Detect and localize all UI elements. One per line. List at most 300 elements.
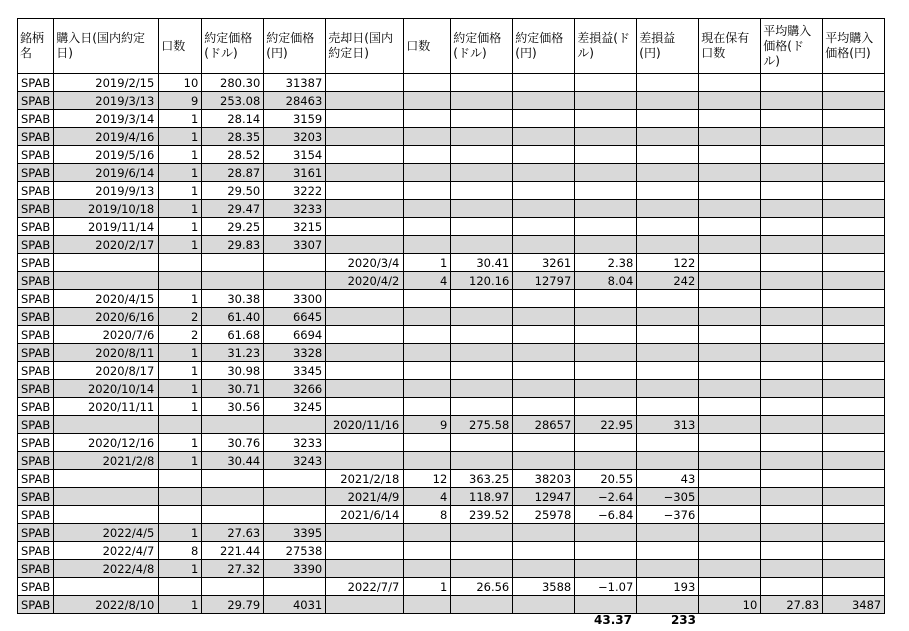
cell-sell-price-usd bbox=[451, 128, 513, 146]
cell-buy-units: 1 bbox=[159, 596, 202, 614]
cell-pl-usd bbox=[575, 362, 637, 380]
cell-buy-price-jpy: 28463 bbox=[264, 92, 326, 110]
cell-sell-price-jpy bbox=[513, 164, 575, 182]
cell-buy-price-usd: 61.40 bbox=[202, 308, 264, 326]
cell-sell-price-usd bbox=[451, 362, 513, 380]
cell-pl-jpy bbox=[637, 92, 699, 110]
cell-pl-jpy bbox=[637, 362, 699, 380]
cell-buy-date: 2019/4/16 bbox=[54, 128, 159, 146]
cell-buy-price-jpy: 3203 bbox=[264, 128, 326, 146]
cell-pl-usd bbox=[575, 128, 637, 146]
cell-sell-units bbox=[404, 200, 451, 218]
table-row bbox=[18, 380, 885, 398]
cell-buy-date: 2020/6/16 bbox=[54, 308, 159, 326]
cell-buy-price-jpy: 3395 bbox=[264, 524, 326, 542]
cell-sell-date bbox=[326, 542, 404, 560]
cell-buy-price-usd: 221.44 bbox=[202, 542, 264, 560]
cell-ticker: SPAB bbox=[18, 290, 54, 308]
cell-ticker: SPAB bbox=[18, 128, 54, 146]
cell-buy-units bbox=[159, 506, 202, 524]
cell-buy-date: 2019/5/16 bbox=[54, 146, 159, 164]
cell-sell-units bbox=[404, 344, 451, 362]
cell-ticker: SPAB bbox=[18, 434, 54, 452]
header-avg-price-usd: 平均購入価格(ドル) bbox=[761, 19, 823, 74]
cell-sell-units bbox=[404, 146, 451, 164]
cell-sell-units: 1 bbox=[404, 254, 451, 272]
table-row bbox=[18, 164, 885, 182]
table-row bbox=[18, 470, 885, 488]
table-row bbox=[18, 416, 885, 434]
cell-sell-units: 8 bbox=[404, 506, 451, 524]
cell-held-units bbox=[699, 488, 761, 506]
cell-sell-price-jpy bbox=[513, 74, 575, 92]
cell-buy-date: 2019/3/14 bbox=[54, 110, 159, 128]
cell-pl-usd bbox=[575, 236, 637, 254]
cell-sell-price-usd bbox=[451, 182, 513, 200]
cell-sell-price-usd bbox=[451, 596, 513, 614]
cell-sell-units: 4 bbox=[404, 272, 451, 290]
cell-sell-date: 2021/6/14 bbox=[326, 506, 404, 524]
cell-buy-price-usd: 30.71 bbox=[202, 380, 264, 398]
header-sell-date: 売却日(国内約定日) bbox=[326, 19, 404, 74]
cell-pl-usd: −6.84 bbox=[575, 506, 637, 524]
table-row bbox=[18, 506, 885, 524]
cell-ticker: SPAB bbox=[18, 254, 54, 272]
cell-avg-price-usd bbox=[761, 380, 823, 398]
cell-buy-price-usd: 30.44 bbox=[202, 452, 264, 470]
cell-pl-jpy bbox=[637, 308, 699, 326]
cell-ticker: SPAB bbox=[18, 164, 54, 182]
cell-held-units bbox=[699, 74, 761, 92]
cell-avg-price-jpy bbox=[823, 272, 885, 290]
cell-sell-units: 1 bbox=[404, 578, 451, 596]
cell-buy-price-usd bbox=[202, 506, 264, 524]
cell-held-units bbox=[699, 506, 761, 524]
cell-sell-date: 2021/2/18 bbox=[326, 470, 404, 488]
cell-sell-price-usd bbox=[451, 110, 513, 128]
cell-sell-date bbox=[326, 74, 404, 92]
cell-pl-jpy bbox=[637, 236, 699, 254]
cell-avg-price-jpy bbox=[823, 506, 885, 524]
cell-buy-price-jpy: 31387 bbox=[264, 74, 326, 92]
table-row bbox=[18, 272, 885, 290]
cell-ticker: SPAB bbox=[18, 326, 54, 344]
cell-sell-date bbox=[326, 236, 404, 254]
cell-buy-price-usd: 30.98 bbox=[202, 362, 264, 380]
cell-buy-price-jpy: 3243 bbox=[264, 452, 326, 470]
cell-sell-units bbox=[404, 92, 451, 110]
cell-sell-price-usd bbox=[451, 308, 513, 326]
cell-buy-date bbox=[54, 488, 159, 506]
cell-buy-price-jpy bbox=[264, 416, 326, 434]
header-pl-usd: 差損益(ドル) bbox=[575, 19, 637, 74]
cell-buy-units: 1 bbox=[159, 236, 202, 254]
cell-pl-jpy bbox=[637, 182, 699, 200]
cell-pl-usd bbox=[575, 290, 637, 308]
cell-buy-date: 2020/8/11 bbox=[54, 344, 159, 362]
cell-pl-jpy bbox=[637, 110, 699, 128]
cell-sell-price-jpy bbox=[513, 596, 575, 614]
cell-sell-date: 2020/4/2 bbox=[326, 272, 404, 290]
cell-pl-usd: 8.04 bbox=[575, 272, 637, 290]
cell-buy-units: 1 bbox=[159, 434, 202, 452]
cell-buy-price-jpy: 3222 bbox=[264, 182, 326, 200]
cell-ticker: SPAB bbox=[18, 488, 54, 506]
cell-sell-date bbox=[326, 128, 404, 146]
cell-sell-units bbox=[404, 524, 451, 542]
cell-buy-units: 1 bbox=[159, 200, 202, 218]
cell-avg-price-usd bbox=[761, 560, 823, 578]
cell-sell-price-jpy bbox=[513, 344, 575, 362]
cell-avg-price-usd bbox=[761, 218, 823, 236]
cell-pl-usd bbox=[575, 560, 637, 578]
table-row bbox=[18, 200, 885, 218]
table-row bbox=[18, 254, 885, 272]
cell-pl-jpy: −305 bbox=[637, 488, 699, 506]
cell-held-units bbox=[699, 524, 761, 542]
cell-pl-usd bbox=[575, 452, 637, 470]
cell-held-units bbox=[699, 272, 761, 290]
cell-buy-date: 2020/4/15 bbox=[54, 290, 159, 308]
cell-sell-units: 4 bbox=[404, 488, 451, 506]
cell-held-units bbox=[699, 416, 761, 434]
cell-buy-date: 2022/8/10 bbox=[54, 596, 159, 614]
cell-sell-price-usd: 239.52 bbox=[451, 506, 513, 524]
cell-sell-price-usd: 118.97 bbox=[451, 488, 513, 506]
cell-buy-price-jpy bbox=[264, 254, 326, 272]
cell-pl-usd: 22.95 bbox=[575, 416, 637, 434]
cell-held-units bbox=[699, 380, 761, 398]
cell-buy-date bbox=[54, 416, 159, 434]
cell-pl-jpy bbox=[637, 200, 699, 218]
trade-history-table bbox=[17, 18, 885, 614]
cell-avg-price-jpy bbox=[823, 236, 885, 254]
cell-ticker: SPAB bbox=[18, 146, 54, 164]
cell-buy-date bbox=[54, 254, 159, 272]
cell-sell-date bbox=[326, 164, 404, 182]
cell-buy-price-usd bbox=[202, 488, 264, 506]
table-row bbox=[18, 344, 885, 362]
cell-avg-price-usd bbox=[761, 542, 823, 560]
cell-sell-price-jpy: 12797 bbox=[513, 272, 575, 290]
cell-sell-date bbox=[326, 326, 404, 344]
cell-avg-price-usd: 27.83 bbox=[761, 596, 823, 614]
cell-pl-usd: 2.38 bbox=[575, 254, 637, 272]
cell-avg-price-jpy bbox=[823, 254, 885, 272]
cell-avg-price-jpy bbox=[823, 128, 885, 146]
table-row bbox=[18, 596, 885, 614]
cell-ticker: SPAB bbox=[18, 344, 54, 362]
cell-sell-price-jpy: 28657 bbox=[513, 416, 575, 434]
cell-avg-price-jpy bbox=[823, 74, 885, 92]
cell-buy-units bbox=[159, 272, 202, 290]
cell-buy-units: 1 bbox=[159, 110, 202, 128]
cell-buy-price-jpy bbox=[264, 272, 326, 290]
cell-sell-date bbox=[326, 524, 404, 542]
cell-avg-price-jpy bbox=[823, 344, 885, 362]
cell-buy-units: 2 bbox=[159, 326, 202, 344]
total-pl-jpy: 233 bbox=[670, 613, 696, 627]
cell-ticker: SPAB bbox=[18, 398, 54, 416]
cell-sell-price-usd bbox=[451, 146, 513, 164]
cell-buy-price-jpy bbox=[264, 578, 326, 596]
cell-pl-usd bbox=[575, 524, 637, 542]
cell-pl-jpy: 242 bbox=[637, 272, 699, 290]
cell-buy-price-jpy: 3161 bbox=[264, 164, 326, 182]
cell-pl-usd bbox=[575, 308, 637, 326]
cell-buy-price-usd: 30.38 bbox=[202, 290, 264, 308]
cell-buy-units bbox=[159, 470, 202, 488]
cell-avg-price-usd bbox=[761, 128, 823, 146]
cell-buy-units: 1 bbox=[159, 398, 202, 416]
cell-sell-price-jpy: 25978 bbox=[513, 506, 575, 524]
cell-held-units bbox=[699, 254, 761, 272]
cell-sell-date bbox=[326, 362, 404, 380]
cell-avg-price-usd bbox=[761, 344, 823, 362]
cell-buy-date bbox=[54, 578, 159, 596]
cell-pl-usd bbox=[575, 434, 637, 452]
cell-sell-date bbox=[326, 290, 404, 308]
table-row bbox=[18, 542, 885, 560]
cell-held-units bbox=[699, 164, 761, 182]
cell-pl-jpy bbox=[637, 326, 699, 344]
cell-buy-date bbox=[54, 506, 159, 524]
cell-avg-price-usd bbox=[761, 434, 823, 452]
cell-buy-units: 1 bbox=[159, 560, 202, 578]
cell-ticker: SPAB bbox=[18, 380, 54, 398]
cell-buy-date: 2019/11/14 bbox=[54, 218, 159, 236]
header-buy-units: 口数 bbox=[159, 19, 202, 74]
table-row bbox=[18, 578, 885, 596]
cell-avg-price-jpy bbox=[823, 92, 885, 110]
cell-sell-price-jpy bbox=[513, 542, 575, 560]
cell-buy-price-jpy: 3307 bbox=[264, 236, 326, 254]
cell-buy-units: 1 bbox=[159, 128, 202, 146]
cell-sell-price-usd bbox=[451, 74, 513, 92]
cell-buy-units bbox=[159, 416, 202, 434]
cell-sell-price-jpy bbox=[513, 290, 575, 308]
cell-sell-units bbox=[404, 326, 451, 344]
table-row bbox=[18, 308, 885, 326]
cell-held-units bbox=[699, 578, 761, 596]
header-held-units: 現在保有口数 bbox=[699, 19, 761, 74]
cell-sell-date bbox=[326, 182, 404, 200]
cell-ticker: SPAB bbox=[18, 506, 54, 524]
cell-avg-price-jpy bbox=[823, 200, 885, 218]
cell-buy-price-usd: 280.30 bbox=[202, 74, 264, 92]
cell-buy-date: 2022/4/7 bbox=[54, 542, 159, 560]
table-row bbox=[18, 398, 885, 416]
cell-sell-price-usd: 120.16 bbox=[451, 272, 513, 290]
cell-ticker: SPAB bbox=[18, 560, 54, 578]
cell-sell-price-jpy: 38203 bbox=[513, 470, 575, 488]
cell-buy-date: 2020/2/17 bbox=[54, 236, 159, 254]
cell-avg-price-jpy bbox=[823, 398, 885, 416]
cell-avg-price-usd bbox=[761, 200, 823, 218]
cell-sell-units bbox=[404, 236, 451, 254]
cell-pl-usd bbox=[575, 218, 637, 236]
table-row bbox=[18, 110, 885, 128]
cell-pl-jpy bbox=[637, 290, 699, 308]
cell-pl-jpy bbox=[637, 524, 699, 542]
cell-ticker: SPAB bbox=[18, 272, 54, 290]
cell-ticker: SPAB bbox=[18, 470, 54, 488]
cell-sell-price-jpy bbox=[513, 182, 575, 200]
cell-sell-price-usd: 30.41 bbox=[451, 254, 513, 272]
cell-ticker: SPAB bbox=[18, 416, 54, 434]
cell-sell-units bbox=[404, 290, 451, 308]
cell-sell-price-usd bbox=[451, 344, 513, 362]
cell-sell-date bbox=[326, 344, 404, 362]
cell-buy-price-jpy: 6694 bbox=[264, 326, 326, 344]
cell-avg-price-jpy bbox=[823, 560, 885, 578]
cell-avg-price-jpy bbox=[823, 578, 885, 596]
header-row bbox=[18, 19, 885, 74]
cell-held-units bbox=[699, 434, 761, 452]
table-row bbox=[18, 434, 885, 452]
cell-pl-jpy bbox=[637, 146, 699, 164]
cell-buy-price-usd bbox=[202, 254, 264, 272]
cell-sell-price-usd bbox=[451, 542, 513, 560]
cell-ticker: SPAB bbox=[18, 308, 54, 326]
cell-sell-date bbox=[326, 92, 404, 110]
cell-pl-jpy bbox=[637, 218, 699, 236]
cell-avg-price-jpy: 3487 bbox=[823, 596, 885, 614]
cell-avg-price-jpy bbox=[823, 488, 885, 506]
cell-buy-price-usd: 31.23 bbox=[202, 344, 264, 362]
cell-avg-price-usd bbox=[761, 470, 823, 488]
cell-avg-price-jpy bbox=[823, 416, 885, 434]
table-row bbox=[18, 362, 885, 380]
cell-sell-price-jpy bbox=[513, 452, 575, 470]
cell-held-units bbox=[699, 308, 761, 326]
cell-held-units bbox=[699, 92, 761, 110]
cell-ticker: SPAB bbox=[18, 542, 54, 560]
cell-ticker: SPAB bbox=[18, 218, 54, 236]
cell-buy-price-jpy: 6645 bbox=[264, 308, 326, 326]
cell-sell-price-jpy bbox=[513, 362, 575, 380]
cell-ticker: SPAB bbox=[18, 524, 54, 542]
cell-avg-price-usd bbox=[761, 398, 823, 416]
cell-pl-jpy bbox=[637, 128, 699, 146]
cell-sell-price-usd: 275.58 bbox=[451, 416, 513, 434]
cell-sell-date bbox=[326, 380, 404, 398]
cell-avg-price-usd bbox=[761, 452, 823, 470]
cell-buy-date: 2020/10/14 bbox=[54, 380, 159, 398]
table-row bbox=[18, 488, 885, 506]
cell-sell-price-jpy bbox=[513, 524, 575, 542]
cell-sell-date bbox=[326, 146, 404, 164]
cell-buy-date: 2019/10/18 bbox=[54, 200, 159, 218]
cell-buy-date: 2019/9/13 bbox=[54, 182, 159, 200]
cell-held-units bbox=[699, 470, 761, 488]
cell-buy-price-usd bbox=[202, 416, 264, 434]
cell-buy-price-jpy: 3345 bbox=[264, 362, 326, 380]
cell-ticker: SPAB bbox=[18, 74, 54, 92]
cell-sell-date: 2022/7/7 bbox=[326, 578, 404, 596]
cell-avg-price-jpy bbox=[823, 290, 885, 308]
cell-avg-price-jpy bbox=[823, 362, 885, 380]
cell-avg-price-usd bbox=[761, 146, 823, 164]
cell-sell-date: 2020/3/4 bbox=[326, 254, 404, 272]
cell-sell-price-jpy bbox=[513, 146, 575, 164]
cell-sell-units bbox=[404, 434, 451, 452]
cell-held-units: 10 bbox=[699, 596, 761, 614]
cell-sell-date: 2021/4/9 bbox=[326, 488, 404, 506]
cell-sell-price-jpy bbox=[513, 434, 575, 452]
cell-buy-units: 9 bbox=[159, 92, 202, 110]
table-row bbox=[18, 128, 885, 146]
header-buy-date: 購入日(国内約定日) bbox=[54, 19, 159, 74]
cell-buy-price-jpy bbox=[264, 506, 326, 524]
cell-held-units bbox=[699, 326, 761, 344]
cell-buy-price-usd: 61.68 bbox=[202, 326, 264, 344]
cell-pl-usd bbox=[575, 164, 637, 182]
table-row bbox=[18, 326, 885, 344]
cell-buy-units: 1 bbox=[159, 344, 202, 362]
cell-avg-price-jpy bbox=[823, 110, 885, 128]
cell-ticker: SPAB bbox=[18, 182, 54, 200]
cell-avg-price-usd bbox=[761, 164, 823, 182]
cell-held-units bbox=[699, 362, 761, 380]
cell-buy-price-usd: 30.56 bbox=[202, 398, 264, 416]
header-pl-jpy: 差損益(円) bbox=[637, 19, 699, 74]
cell-avg-price-usd bbox=[761, 92, 823, 110]
cell-sell-date bbox=[326, 452, 404, 470]
cell-sell-price-usd bbox=[451, 164, 513, 182]
cell-pl-usd: −2.64 bbox=[575, 488, 637, 506]
cell-sell-price-usd bbox=[451, 200, 513, 218]
cell-avg-price-usd bbox=[761, 416, 823, 434]
cell-pl-usd bbox=[575, 146, 637, 164]
cell-sell-price-usd bbox=[451, 290, 513, 308]
cell-ticker: SPAB bbox=[18, 362, 54, 380]
cell-ticker: SPAB bbox=[18, 452, 54, 470]
cell-pl-jpy: 43 bbox=[637, 470, 699, 488]
cell-avg-price-jpy bbox=[823, 470, 885, 488]
header-ticker: 銘柄名 bbox=[18, 19, 54, 74]
cell-held-units bbox=[699, 110, 761, 128]
cell-sell-units bbox=[404, 542, 451, 560]
cell-buy-date bbox=[54, 470, 159, 488]
cell-pl-jpy bbox=[637, 398, 699, 416]
cell-buy-date: 2020/8/17 bbox=[54, 362, 159, 380]
cell-buy-price-usd: 29.79 bbox=[202, 596, 264, 614]
cell-pl-usd bbox=[575, 380, 637, 398]
cell-pl-jpy bbox=[637, 560, 699, 578]
cell-pl-jpy: −376 bbox=[637, 506, 699, 524]
cell-pl-jpy: 193 bbox=[637, 578, 699, 596]
header-sell-price-usd: 約定価格(ドル) bbox=[451, 19, 513, 74]
cell-held-units bbox=[699, 182, 761, 200]
cell-buy-units: 1 bbox=[159, 218, 202, 236]
table-row bbox=[18, 524, 885, 542]
cell-held-units bbox=[699, 236, 761, 254]
cell-avg-price-jpy bbox=[823, 218, 885, 236]
cell-buy-price-usd: 28.35 bbox=[202, 128, 264, 146]
cell-pl-usd bbox=[575, 326, 637, 344]
cell-buy-price-usd: 27.63 bbox=[202, 524, 264, 542]
table-row bbox=[18, 146, 885, 164]
cell-held-units bbox=[699, 542, 761, 560]
cell-buy-price-jpy: 3215 bbox=[264, 218, 326, 236]
cell-avg-price-usd bbox=[761, 524, 823, 542]
cell-sell-units bbox=[404, 596, 451, 614]
table-row bbox=[18, 92, 885, 110]
cell-buy-price-usd bbox=[202, 578, 264, 596]
cell-sell-units bbox=[404, 128, 451, 146]
table-row bbox=[18, 290, 885, 308]
